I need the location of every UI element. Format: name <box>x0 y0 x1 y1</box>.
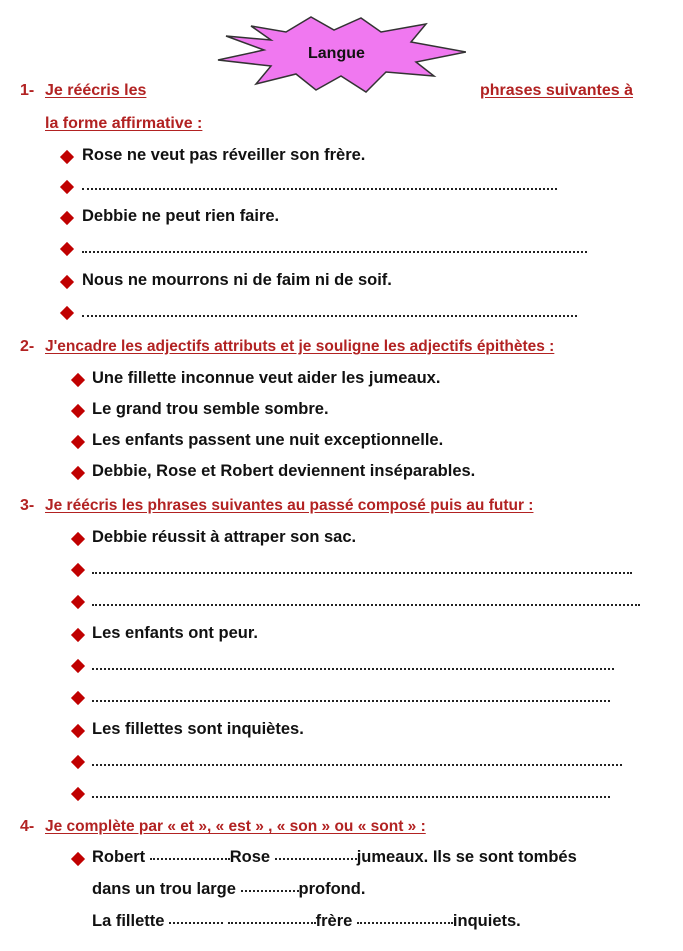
answer-line[interactable] <box>92 604 640 606</box>
q2-item-4: Debbie, Rose et Robert deviennent inséparables. <box>92 462 476 480</box>
q4-number: 4- <box>20 818 35 835</box>
bullet-icon <box>60 211 74 225</box>
q1-heading-part3: la forme affirmative : <box>45 115 203 132</box>
q4-l2-text-a: dans un trou large <box>92 880 236 898</box>
bullet-icon <box>60 150 74 164</box>
q4-l1-text-a: Robert <box>92 848 146 866</box>
q4-l1-text-b: Rose <box>229 848 271 866</box>
q4-line-3 <box>92 912 521 931</box>
q1-item-3: Nous ne mourrons ni de faim ni de soif. <box>82 271 392 289</box>
q4-line-2 <box>92 880 365 899</box>
q2-item-1: Une fillette inconnue veut aider les jumeaux. <box>92 369 441 387</box>
bullet-icon <box>71 724 85 738</box>
bullet-icon <box>71 532 85 546</box>
bullet-icon <box>71 373 85 387</box>
q3-item-3: Les fillettes sont inquiètes. <box>92 720 304 738</box>
bullet-icon <box>71 852 85 866</box>
q4-l3-text-b: frère <box>315 912 353 930</box>
bullet-icon <box>71 435 85 449</box>
q4-l3-text-a: La fillette <box>92 912 165 930</box>
bullet-icon <box>71 404 85 418</box>
bullet-icon <box>71 466 85 480</box>
bullet-icon <box>71 755 85 769</box>
answer-line[interactable] <box>92 764 622 766</box>
q4-l3-text-c: inquiets. <box>452 912 521 930</box>
page-title: Langue <box>308 45 365 62</box>
q2-number: 2- <box>20 338 35 355</box>
q2-item-3: Les enfants passent une nuit exceptionnelle. <box>92 431 444 449</box>
fill-blank[interactable] <box>241 890 299 892</box>
fill-blank[interactable] <box>169 922 223 924</box>
q1-item-2: Debbie ne peut rien faire. <box>82 207 280 225</box>
answer-line[interactable] <box>92 572 632 574</box>
q3-number: 3- <box>20 497 35 514</box>
q1-item-1: Rose ne veut pas réveiller son frère. <box>82 146 366 164</box>
fill-blank[interactable] <box>228 922 316 924</box>
bullet-icon <box>60 306 74 320</box>
q3-item-1: Debbie réussit à attraper son sac. <box>92 528 357 546</box>
bullet-icon <box>71 691 85 705</box>
bullet-icon <box>71 628 85 642</box>
fill-blank[interactable] <box>275 858 357 860</box>
answer-line[interactable] <box>82 315 577 317</box>
q2-heading: J'encadre les adjectifs attributs et je souligne les adjectifs épithètes : <box>45 338 555 355</box>
bullet-icon <box>60 275 74 289</box>
bullet-icon <box>71 659 85 673</box>
answer-line[interactable] <box>82 251 587 253</box>
q4-heading: Je complète par « et », « est » , « son » ou « sont » : <box>45 818 426 835</box>
bullet-icon <box>71 595 85 609</box>
answer-line[interactable] <box>82 188 557 190</box>
q4-line-1 <box>92 848 577 867</box>
answer-line[interactable] <box>92 700 610 702</box>
q1-number: 1- <box>20 82 35 99</box>
answer-line[interactable] <box>92 668 614 670</box>
q1-heading-part2: phrases suivantes à <box>480 82 633 99</box>
q3-heading: Je réécris les phrases suivantes au passé composé puis au futur : <box>45 497 534 514</box>
q2-item-2: Le grand trou semble sombre. <box>92 400 329 418</box>
q3-item-2: Les enfants ont peur. <box>92 624 258 642</box>
bullet-icon <box>71 563 85 577</box>
q4-l2-text-b: profond. <box>298 880 366 898</box>
q4-l1-text-c: jumeaux. Ils se sont tombés <box>356 848 577 866</box>
fill-blank[interactable] <box>357 922 453 924</box>
bullet-icon <box>71 787 85 801</box>
bullet-icon <box>60 180 74 194</box>
bullet-icon <box>60 242 74 256</box>
fill-blank[interactable] <box>150 858 230 860</box>
answer-line[interactable] <box>92 796 610 798</box>
q1-heading-part1: Je réécris les <box>45 82 147 99</box>
